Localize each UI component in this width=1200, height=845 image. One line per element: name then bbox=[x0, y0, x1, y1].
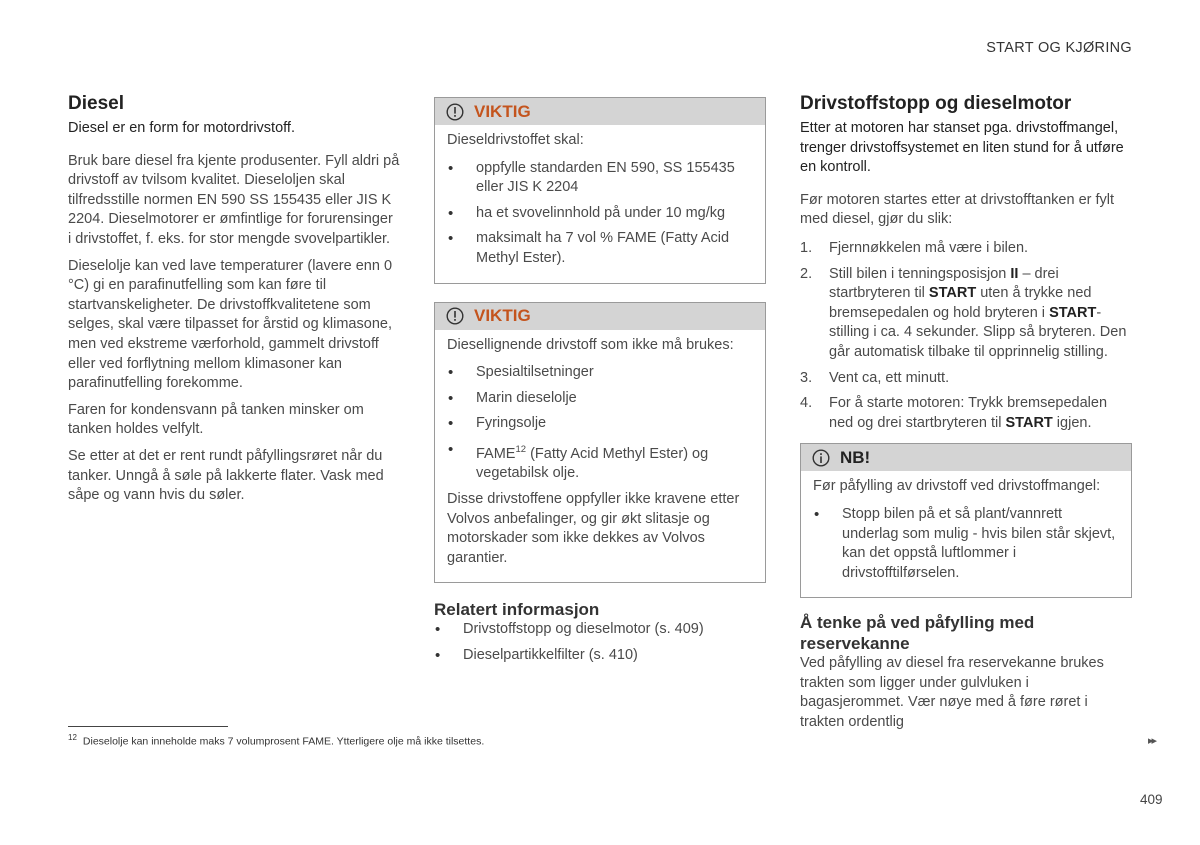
list-item: • Stopp bilen på et så plant/vannrett underlag som mulig - hvis bilen står skjevt, kan det oppstå luftlommer i drivstofftilførselen. bbox=[813, 505, 1119, 583]
list-item: • Spesialtilsetninger bbox=[447, 363, 753, 383]
related-link[interactable]: • Drivstoffstopp og dieselmotor (s. 409) bbox=[434, 620, 766, 640]
diesel-paragraph: Faren for kondensvann på tanken minsker om tanken holdes velfylt. bbox=[68, 401, 364, 438]
reserve-text: Ved påfylling av diesel fra reservekanne brukes trakten som ligger under gulvluken i bagasjerommet. Vær nøye med å føre røret i trakten ordentlig bbox=[800, 655, 1104, 731]
step-text: – drei startbryteren til bbox=[829, 265, 1059, 302]
step-text: For å starte motoren: Trykk bremsepedalen ned og drei startbryteren til bbox=[829, 395, 1108, 431]
start-label: START bbox=[1049, 304, 1097, 321]
step-item: 1. Fjernnøkkelen må være i bilen. bbox=[800, 239, 1029, 256]
fame-rest: (Fatty Acid Methyl Ester) og vegetabilsk olje. bbox=[476, 445, 709, 482]
viktig-outro: Disse drivstoffene oppfyller ikke kravene etter Volvos anbefalinger, og gir økt slitasje og motorskader som ikke dekkes av Volvos garantier. bbox=[447, 490, 740, 566]
diesel-paragraph: Bruk bare diesel fra kjente produsenter. Fyll aldri på drivstoff av tvilsom kvalitet. Dieseloljen skal tilfredsstille normen EN 590 SS 155435 eller JIS K 2204. Dieselmotorer er ømfintlige for forurensinger i drivstoffet, f. eks. for stor mengde svovelpartikler. bbox=[68, 152, 400, 247]
viktig-label: VIKTIG bbox=[474, 101, 531, 121]
fuel-stop-lead: Etter at motoren har stanset pga. drivstoffmangel, trenger drivstoffsystemet en liten stund for å utføre en kontroll. bbox=[800, 120, 1124, 176]
running-header: START OG KJØRING bbox=[986, 40, 1132, 56]
nb-intro: Før påfylling av drivstoff ved drivstoffmangel: bbox=[813, 478, 1101, 495]
warning-icon bbox=[446, 103, 464, 121]
step-item: 3. Vent ca, ett minutt. bbox=[800, 369, 950, 386]
warnings-column bbox=[434, 97, 766, 672]
viktig-box-fuel-requirements bbox=[434, 97, 766, 284]
fame-text: FAME bbox=[476, 445, 516, 462]
info-icon bbox=[812, 449, 830, 467]
nb-box bbox=[800, 443, 1132, 598]
viktig-header bbox=[435, 98, 765, 125]
nb-header bbox=[801, 444, 1131, 471]
list-item: • maksimalt ha 7 vol % FAME (Fatty Acid Methyl Ester). bbox=[447, 229, 753, 268]
viktig-box-forbidden-fuels bbox=[434, 302, 766, 584]
start-label: START bbox=[928, 285, 977, 302]
diesel-lead: Diesel er en form for motordrivstoff. bbox=[68, 120, 295, 136]
list-item: • Marin dieselolje bbox=[447, 389, 753, 409]
reserve-section bbox=[800, 612, 1132, 732]
reserve-title: Å tenke på ved påfylling med reservekanne bbox=[800, 613, 1035, 654]
list-item-fame bbox=[447, 440, 753, 484]
viktig-header bbox=[435, 303, 765, 330]
footnote-divider bbox=[68, 726, 228, 727]
related-title: Relatert informasjon bbox=[434, 600, 600, 620]
step-text: Fjernnøkkelen må være i bilen. bbox=[829, 239, 1029, 256]
step-text: -stilling i ca. 4 sekunder. Slipp så bryteren. Den går automatisk tilbake til opprinnelig stilling. bbox=[829, 304, 1127, 360]
step-text: igjen. bbox=[1052, 414, 1092, 431]
viktig-label: VIKTIG bbox=[474, 306, 531, 326]
fuel-stop-title: Drivstoffstopp og dieselmotor bbox=[800, 93, 1072, 114]
warning-icon bbox=[446, 307, 464, 325]
diesel-paragraph: Se etter at det er rent rundt påfyllingsrøret når du tanker. Unngå å søle på lakkerte flater. Vask med såpe og vann hvis du søler. bbox=[68, 447, 384, 504]
fuel-stop-section bbox=[800, 93, 1132, 740]
nb-label: NB! bbox=[840, 447, 871, 467]
step-text: Still bilen i tenningsposisjon bbox=[829, 265, 1011, 282]
position-ii: II bbox=[1010, 265, 1019, 282]
list-item: • ha et svovelinnhold på under 10 mg/kg bbox=[447, 204, 753, 224]
page-number: 409 bbox=[1140, 792, 1163, 807]
step-text: Vent ca, ett minutt. bbox=[829, 369, 950, 386]
step-item: 2. Still bilen i tenningsposisjon II – drei startbryteren til START uten å trykke ned bremsepedalen og hold bryteren i START-stilling i ca. 4 sekunder. Slipp så bryteren. Den går automatisk tilbake til opprinnelig stilling. bbox=[800, 265, 1127, 360]
diesel-title: Diesel bbox=[68, 93, 124, 114]
start-label: START bbox=[1005, 414, 1053, 431]
step-text: uten å trykke ned bremsepedalen og hold bryteren i bbox=[829, 285, 1092, 321]
related-link[interactable]: • Dieselpartikkelfilter (s. 410) bbox=[434, 646, 766, 666]
related-info bbox=[434, 599, 766, 665]
diesel-section bbox=[68, 93, 400, 513]
diesel-paragraph: Dieselolje kan ved lave temperaturer (lavere enn 0 °C) gi en parafinutfelling som kan føre til startvanskeligheter. De drivstoffkvalitetene som selges, skal være tilpasset for årstid og klimasone, men ved ekstreme værforhold, gammelt drivstoff eller ved forflytning mellom klimasoner kan parafinutfelling forekomme. bbox=[68, 257, 393, 392]
fuel-stop-intro: Før motoren startes etter at drivstofftanken er fylt med diesel, gjør du slik: bbox=[800, 191, 1115, 228]
footnote bbox=[68, 733, 484, 748]
list-item: • Fyringsolje bbox=[447, 414, 753, 434]
footnote-text: Dieselolje kan inneholde maks 7 volumprosent FAME. Ytterligere olje må ikke tilsettes. bbox=[82, 735, 485, 748]
continue-arrows-icon: ▸▸ bbox=[1148, 735, 1156, 747]
footnote-number: 12 bbox=[68, 733, 77, 742]
step-item: 4. For å starte motoren: Trykk bremsepedalen ned og drei startbryteren til START igjen. bbox=[800, 395, 1108, 431]
list-item: • oppfylle standarden EN 590, SS 155435 eller JIS K 2204 bbox=[447, 159, 753, 198]
viktig-intro: Dieseldrivstoffet skal: bbox=[447, 132, 584, 148]
footnote-ref[interactable]: 12 bbox=[515, 443, 527, 455]
steps-list bbox=[800, 239, 1132, 433]
viktig-intro: Diesellignende drivstoff som ikke må brukes: bbox=[447, 336, 734, 353]
